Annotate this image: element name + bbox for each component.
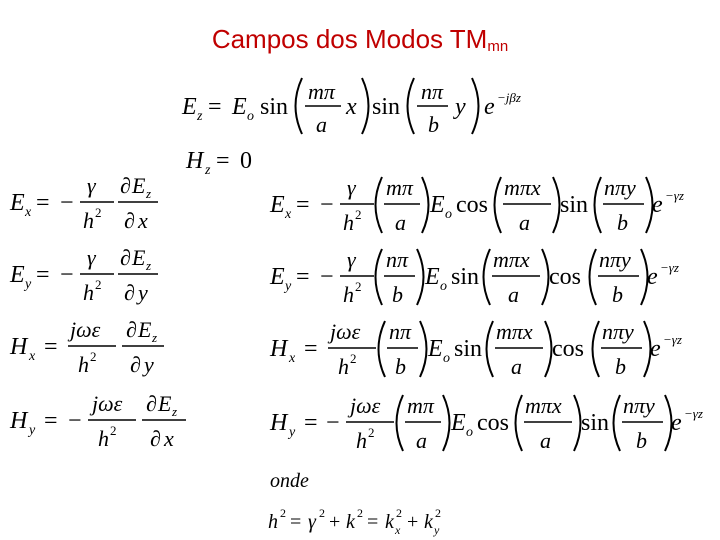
svg-text:2: 2	[435, 506, 441, 520]
svg-text:=: =	[216, 148, 230, 174]
svg-text:2: 2	[355, 279, 362, 294]
svg-text:a: a	[519, 210, 530, 235]
svg-text:2: 2	[357, 506, 363, 520]
svg-text:e: e	[652, 192, 663, 218]
svg-text:E: E	[10, 262, 25, 288]
svg-text:h: h	[356, 428, 367, 453]
svg-text:b: b	[428, 112, 439, 137]
svg-text:E: E	[138, 317, 152, 342]
svg-text:z: z	[146, 258, 152, 273]
svg-text:sin: sin	[560, 192, 589, 218]
title-subscript: mn	[487, 38, 509, 55]
svg-text:cos: cos	[477, 410, 509, 436]
svg-text:z: z	[197, 109, 203, 124]
svg-text:∂: ∂	[124, 280, 135, 305]
svg-text:mπx: mπx	[496, 319, 533, 344]
svg-text:b: b	[617, 210, 628, 235]
svg-text:sin: sin	[260, 94, 289, 120]
svg-text:sin: sin	[454, 336, 483, 362]
svg-text:jωε: jωε	[330, 319, 361, 344]
svg-text:nπy: nπy	[599, 247, 631, 272]
svg-text:H: H	[10, 408, 28, 434]
svg-text:E: E	[270, 192, 285, 218]
svg-text:2: 2	[280, 506, 286, 520]
equation-hx-tm	[268, 316, 708, 382]
svg-text:x: x	[29, 349, 36, 364]
svg-text:H: H	[186, 148, 204, 174]
svg-text:−: −	[326, 410, 340, 436]
svg-text:2: 2	[95, 205, 102, 220]
page-title	[0, 24, 720, 55]
svg-text:y: y	[138, 280, 148, 305]
title-main: Campos dos Modos TM	[211, 24, 488, 54]
svg-text:E: E	[132, 245, 146, 270]
svg-text:∂: ∂	[120, 245, 131, 270]
svg-text:E: E	[270, 264, 285, 290]
svg-text:a: a	[511, 354, 522, 379]
svg-text:b: b	[612, 282, 623, 307]
svg-text:−: −	[68, 408, 82, 434]
svg-text:γ: γ	[308, 511, 316, 533]
svg-text:b: b	[615, 354, 626, 379]
svg-text:y: y	[285, 279, 292, 294]
svg-text:=: =	[44, 334, 58, 360]
svg-text:x: x	[25, 205, 32, 220]
svg-text:−jβz: −jβz	[497, 90, 521, 105]
svg-text:nπ: nπ	[386, 247, 409, 272]
svg-text:nπ: nπ	[389, 319, 412, 344]
svg-text:cos: cos	[552, 336, 584, 362]
svg-text:H: H	[270, 410, 288, 436]
svg-text:mπ: mπ	[386, 175, 413, 200]
svg-text:H: H	[270, 336, 288, 362]
svg-text:=: =	[44, 408, 58, 434]
svg-text:−γz: −γz	[660, 260, 679, 275]
svg-text:+: +	[407, 511, 419, 533]
svg-text:E: E	[428, 336, 443, 362]
equation-ez	[180, 72, 540, 140]
svg-text:mπx: mπx	[504, 175, 541, 200]
equation-hy-tm	[268, 390, 712, 456]
svg-text:y: y	[29, 423, 36, 438]
svg-text:E: E	[182, 94, 197, 120]
svg-text:−γz: −γz	[663, 332, 682, 347]
svg-text:b: b	[395, 354, 406, 379]
onde-label: onde	[270, 470, 309, 492]
svg-text:h: h	[343, 210, 354, 235]
svg-text:=: =	[296, 192, 310, 218]
svg-text:nπy: nπy	[623, 393, 655, 418]
svg-text:h: h	[338, 354, 349, 379]
svg-text:cos: cos	[549, 264, 581, 290]
equation-hy-general	[8, 388, 198, 454]
svg-text:cos: cos	[456, 192, 488, 218]
svg-text:E: E	[430, 192, 445, 218]
svg-text:k: k	[424, 511, 433, 533]
svg-text:h: h	[343, 282, 354, 307]
svg-text:γ: γ	[87, 173, 96, 198]
svg-text:k: k	[346, 511, 355, 533]
svg-text:x: x	[164, 426, 174, 451]
svg-text:=: =	[290, 511, 302, 533]
svg-text:−: −	[60, 262, 74, 288]
svg-text:z: z	[152, 330, 158, 345]
svg-text:2: 2	[95, 277, 102, 292]
svg-text:−γz: −γz	[684, 406, 703, 421]
svg-text:z: z	[146, 186, 152, 201]
svg-text:E: E	[10, 190, 25, 216]
equation-ex-general	[8, 170, 168, 236]
svg-text:∂: ∂	[150, 426, 161, 451]
svg-text:2: 2	[110, 423, 117, 438]
svg-text:=: =	[36, 190, 50, 216]
equation-ey-tm	[268, 244, 708, 310]
equation-hx-general	[8, 314, 178, 380]
svg-text:h: h	[78, 352, 89, 377]
svg-text:y: y	[455, 94, 466, 120]
svg-text:0: 0	[240, 148, 252, 174]
svg-text:−: −	[60, 190, 74, 216]
svg-text:h: h	[83, 208, 94, 233]
svg-text:sin: sin	[372, 94, 401, 120]
svg-text:h: h	[98, 426, 109, 451]
svg-text:2: 2	[90, 349, 97, 364]
svg-text:h: h	[83, 280, 94, 305]
svg-text:a: a	[416, 428, 427, 453]
svg-text:E: E	[232, 94, 247, 120]
svg-text:E: E	[425, 264, 440, 290]
svg-text:a: a	[316, 112, 327, 137]
svg-text:E: E	[132, 173, 146, 198]
svg-text:∂: ∂	[146, 391, 157, 416]
svg-text:∂: ∂	[120, 173, 131, 198]
svg-text:γ: γ	[347, 247, 356, 272]
svg-text:−: −	[320, 264, 334, 290]
svg-text:γ: γ	[347, 175, 356, 200]
svg-text:x: x	[346, 94, 357, 120]
svg-text:nπy: nπy	[602, 319, 634, 344]
svg-text:h: h	[268, 511, 278, 533]
svg-text:sin: sin	[451, 264, 480, 290]
svg-text:2: 2	[396, 506, 402, 520]
svg-text:2: 2	[355, 207, 362, 222]
svg-text:o: o	[247, 109, 254, 124]
svg-text:o: o	[443, 351, 450, 366]
equation-ex-tm	[268, 172, 708, 238]
svg-text:a: a	[395, 210, 406, 235]
svg-text:sin: sin	[581, 410, 610, 436]
svg-text:+: +	[329, 511, 341, 533]
svg-text:z: z	[205, 163, 211, 178]
svg-text:jωε: jωε	[350, 393, 381, 418]
svg-text:b: b	[636, 428, 647, 453]
svg-text:e: e	[484, 94, 495, 120]
svg-text:=: =	[367, 511, 379, 533]
svg-text:jωε: jωε	[70, 317, 101, 342]
svg-text:=: =	[304, 410, 318, 436]
svg-text:e: e	[650, 336, 661, 362]
svg-text:E: E	[158, 391, 172, 416]
svg-text:y: y	[144, 352, 154, 377]
svg-text:γ: γ	[87, 245, 96, 270]
svg-text:∂: ∂	[124, 208, 135, 233]
svg-text:o: o	[445, 207, 452, 222]
svg-text:jωε: jωε	[92, 391, 123, 416]
svg-text:2: 2	[368, 425, 375, 440]
svg-text:a: a	[540, 428, 551, 453]
equation-hz	[184, 144, 264, 180]
svg-text:=: =	[296, 264, 310, 290]
svg-text:2: 2	[350, 351, 357, 366]
svg-text:x: x	[285, 207, 292, 222]
svg-text:nπy: nπy	[604, 175, 636, 200]
equation-h-relation	[268, 504, 468, 538]
svg-text:−γz: −γz	[665, 188, 684, 203]
svg-text:H: H	[10, 334, 28, 360]
svg-text:y: y	[25, 277, 32, 292]
svg-text:a: a	[508, 282, 519, 307]
svg-text:=: =	[304, 336, 318, 362]
svg-text:x: x	[138, 208, 148, 233]
svg-text:mπx: mπx	[525, 393, 562, 418]
svg-text:2: 2	[319, 506, 325, 520]
svg-text:∂: ∂	[130, 352, 141, 377]
svg-text:−: −	[320, 192, 334, 218]
svg-text:b: b	[392, 282, 403, 307]
svg-text:=: =	[208, 94, 222, 120]
equation-ey-general	[8, 242, 168, 308]
svg-text:mπ: mπ	[407, 393, 434, 418]
svg-text:o: o	[440, 279, 447, 294]
svg-text:e: e	[671, 410, 682, 436]
svg-text:x: x	[289, 351, 296, 366]
svg-text:=: =	[36, 262, 50, 288]
svg-text:z: z	[172, 404, 178, 419]
svg-text:mπ: mπ	[308, 79, 335, 104]
svg-text:e: e	[647, 264, 658, 290]
svg-text:x: x	[395, 523, 401, 537]
svg-text:k: k	[385, 511, 394, 533]
svg-text:∂: ∂	[126, 317, 137, 342]
svg-text:o: o	[466, 425, 473, 440]
svg-text:y: y	[289, 425, 296, 440]
svg-text:nπ: nπ	[421, 79, 444, 104]
svg-text:y: y	[434, 523, 440, 537]
svg-text:E: E	[451, 410, 466, 436]
svg-text:mπx: mπx	[493, 247, 530, 272]
